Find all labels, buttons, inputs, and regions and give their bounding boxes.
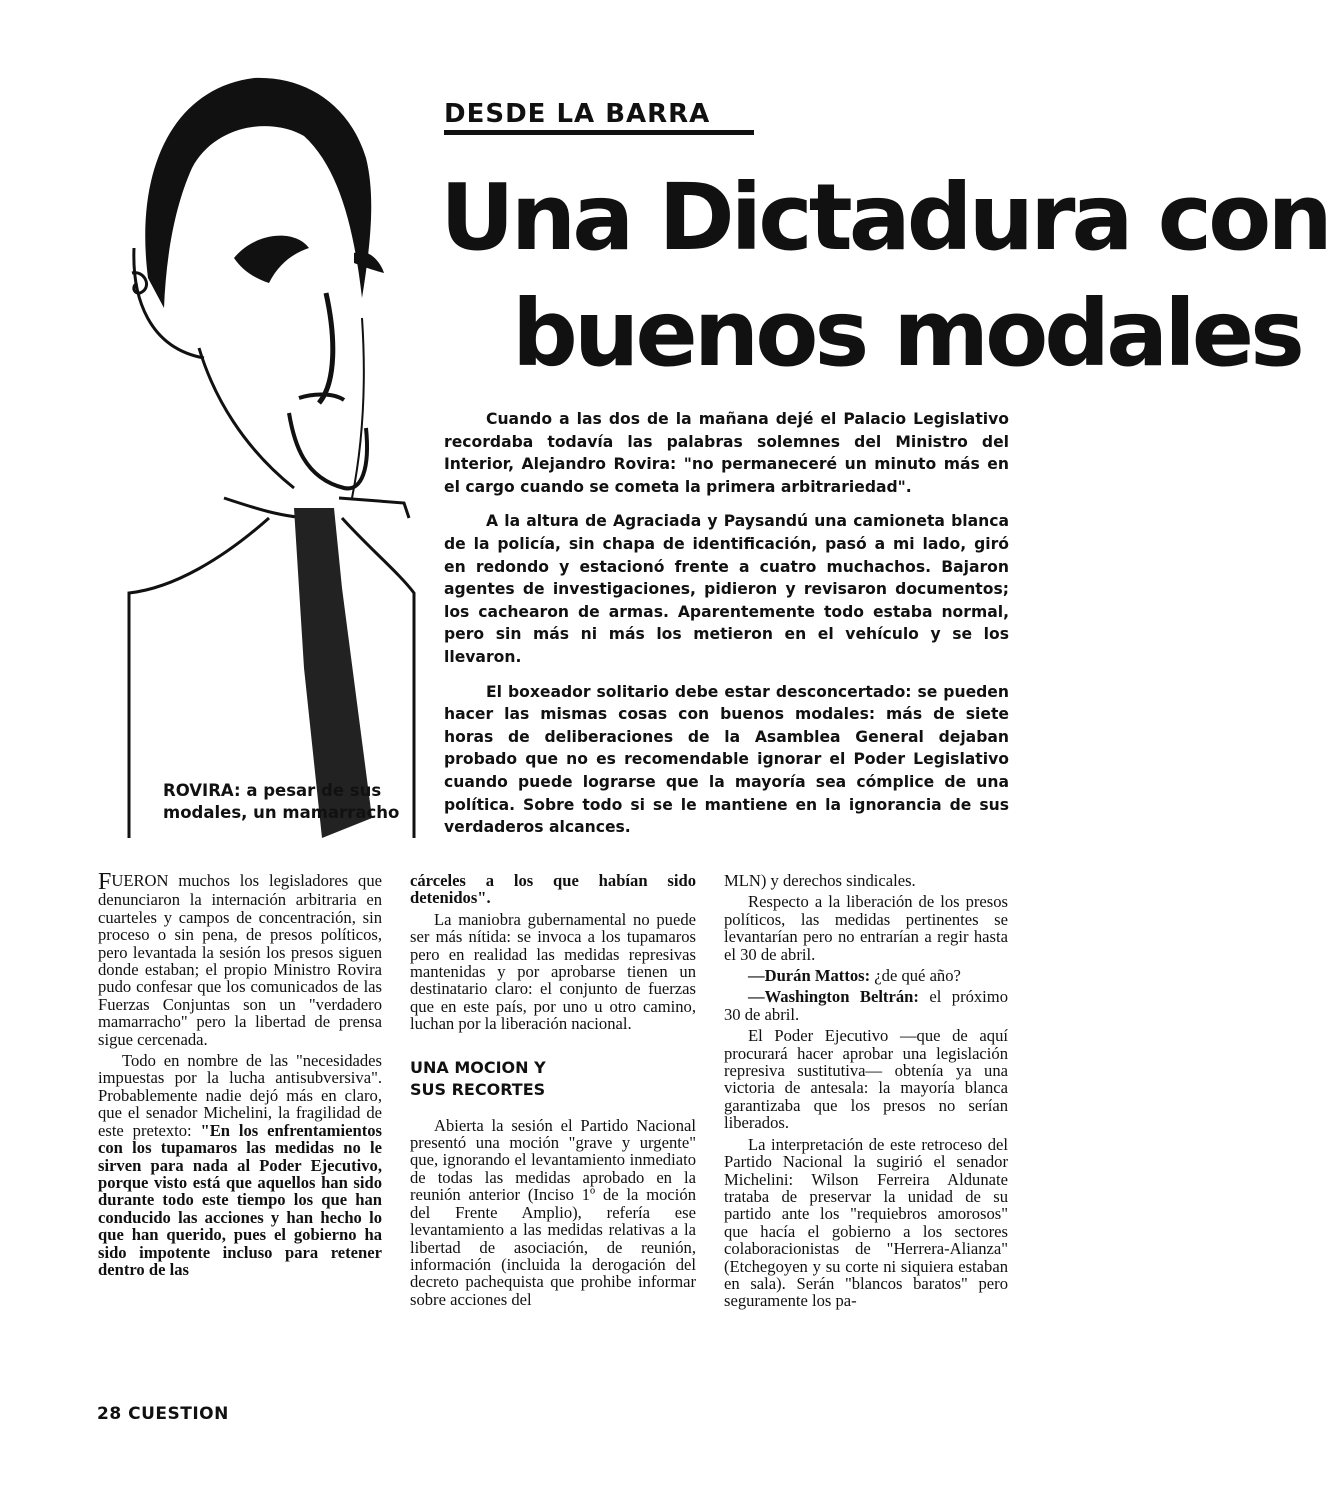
body-paragraph: El Poder Ejecutivo —que de aquí procurará hacer aprobar una legislación represiva sustitutiva— obtenía ya una victoria de antesala: la mayoría blanca garantizaba que los presos no serían liberados. bbox=[724, 1026, 1008, 1133]
body-paragraph: Abierta la sesión el Partido Nacional presentó una moción "grave y urgente" que, ignorando el levantamiento inmediato de todas las medidas aprobado en la reunión anterior (Inciso 1º de la moción del Frente Amplio), refería ese levantamiento a las medidas relativas a la libertad de asociación, de reunión, información (incluida la derogación del decreto pachequista que prohibe informar sobre acciones del bbox=[410, 1115, 696, 1309]
body-paragraph bbox=[410, 872, 696, 907]
dialogue-line bbox=[724, 988, 1008, 1023]
body-paragraph: La maniobra gubernamental no puede ser más nítida: se invoca a los tupamaros pero en realidad las medidas represivas mantenidas y por aprobarse tienen un destinatario claro: el conjunto de fuerzas que en este país, por uno u otro camino, luchan por la liberación nacional. bbox=[410, 909, 696, 1034]
dialogue-text: ¿de qué año? bbox=[870, 966, 961, 986]
illustration-caption bbox=[163, 780, 403, 824]
body-paragraph bbox=[98, 869, 382, 1049]
lead-paragraph: El boxeador solitario debe estar desconcertado: se pueden hacer las mismas cosas con buenos modales: más de siete horas de deliberaciones de la Asamblea General dejaban probado que no es recomendable ignorar el Poder Legislativo cuando puede lograrse que la mayoría sea cómplice de una política. Sobre todo si se le mantiene en la ignorancia de sus verdaderos alcances. bbox=[444, 682, 1009, 837]
speaker-name: —Durán Mattos: bbox=[748, 966, 871, 986]
caption-line-1: ROVIRA: a pesar de sus bbox=[163, 781, 382, 800]
drop-cap: F bbox=[98, 869, 112, 895]
subheading bbox=[410, 1057, 696, 1101]
lead-paragraph: A la altura de Agraciada y Paysandú una camioneta blanca de la policía, sin chapa de identificación, pasó a mi lado, giró en redondo y estacionó frente a cuatro muchachos. Bajaron agentes de investigaciones, pidieron y revisaron documentos; los cachearon de armas. Aparentemente todo estaba normal, pero sin más ni más los metieron en el vehículo y se los llevaron. bbox=[444, 512, 1009, 666]
section-kicker: DESDE LA BARRA bbox=[444, 99, 711, 129]
page-number: 28 bbox=[97, 1404, 122, 1424]
lead-paragraph: Cuando a las dos de la mañana dejé el Palacio Legislativo recordaba todavía las palabras solemnes del Ministro del Interior, Alejandro Rovira: "no permaneceré un minuto más en el cargo cuando se cometa la primera arbitrariedad". bbox=[444, 410, 1009, 496]
body-column-3 bbox=[724, 872, 1008, 1314]
headline-line-2: buenos modales bbox=[512, 280, 1301, 387]
body-paragraph: La interpretación de este retroceso del Partido Nacional la sugirió el senador Michelini: Wilson Ferreira Aldunate trataba de preservar la unidad de su partido ante los "requiebros amorosos" que hacía el gobierno a los sectores colaboracionistas de "Herrera-Alianza" (Etchegoyen y su corte ni siquiera estaban en sala). Serán "blancos baratos" pero seguramente los pa- bbox=[724, 1134, 1008, 1311]
headline-line-1: Una Dictadura con bbox=[440, 164, 1329, 271]
body-paragraph: Respecto a la liberación de los presos políticos, las medidas pertinentes se levantarían pero no entrarían a regir hasta el 30 de abril. bbox=[724, 892, 1008, 964]
speaker-name: —Washington Beltrán: bbox=[748, 987, 919, 1007]
page-footer bbox=[97, 1404, 229, 1424]
subheading-line-1: UNA MOCION Y bbox=[410, 1057, 546, 1077]
rovira-caricature-illustration bbox=[104, 48, 434, 848]
body-paragraph bbox=[98, 1052, 382, 1278]
quote-text: cárceles a los que habían sido detenidos". bbox=[410, 871, 696, 908]
quote-text: "En los enfrentamientos con los tupamaros las medidas no le sirven para nada al Poder Ejecutivo, porque visto está que aquellos han sido durante todo este tiempo los que han conducido las acciones y han hecho lo que han querido, pues el gobierno ha sido impotente incluso para retener dentro de las bbox=[98, 1120, 382, 1279]
body-text: Todo en nombre de las "necesidades impuestas por la lucha antisubversiva". Probablemente nadie dejó más en claro, que el senador Michelini, la fragilidad de este pretexto: bbox=[98, 1051, 382, 1140]
body-paragraph: MLN) y derechos sindicales. bbox=[724, 871, 916, 890]
article-headline bbox=[440, 160, 1329, 392]
publication-name: CUESTION bbox=[128, 1404, 229, 1424]
body-column-1 bbox=[98, 869, 382, 1282]
subheading-line-2: SUS RECORTES bbox=[410, 1079, 546, 1099]
dialogue-text: el próximo 30 de abril. bbox=[724, 987, 1008, 1024]
body-column-2 bbox=[410, 872, 696, 1312]
caption-line-2: modales, un mamarracho bbox=[163, 803, 400, 822]
kicker-underline bbox=[444, 130, 754, 135]
body-text: UERON muchos los legisladores que denunciaron la internación arbitraria en cuarteles y campos de concentración, sin proceso o sin pena, de presos políticos, pero levantada la sesión los presos siguen donde estaban; el propio Ministro Rovira pudo confesar que los comunicados de las Fuerzas Conjuntas son un "verdadero mamarracho" pero la libertad de prensa sigue cercenada. bbox=[98, 871, 382, 1049]
dialogue-line bbox=[724, 967, 1008, 984]
article-lead bbox=[444, 408, 1009, 851]
